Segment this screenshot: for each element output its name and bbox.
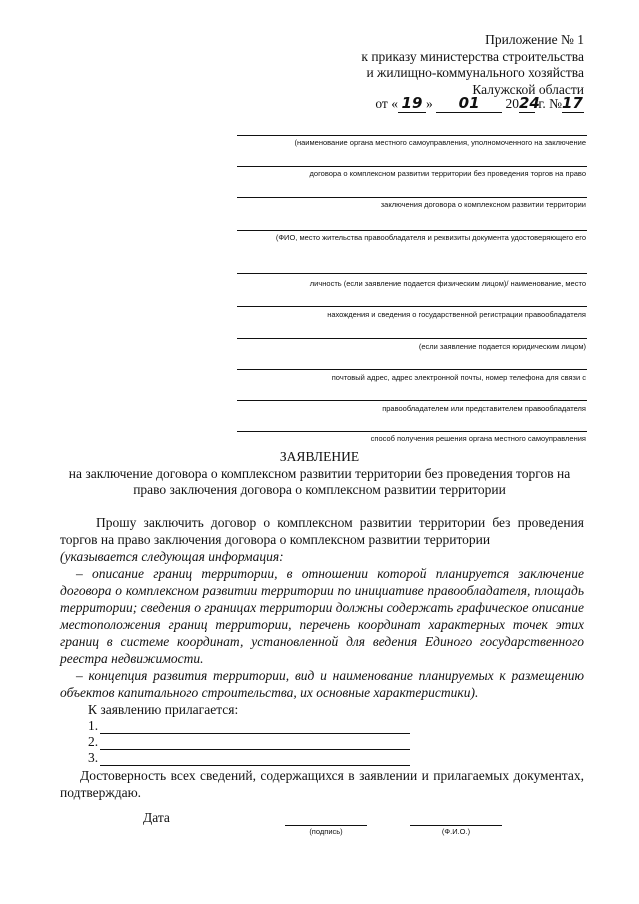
- field-caption: личность (если заявление подается физическим лицом)/ наименование, место: [309, 279, 586, 288]
- request-paragraph: [60, 514, 584, 701]
- field-caption: почтовый адрес, адрес электронной почты, номер телефона для связи с: [331, 373, 586, 382]
- order-number: 17: [562, 94, 583, 112]
- appendix-header: [324, 32, 584, 98]
- attachment-number: 1.: [88, 718, 99, 733]
- year-suffix: г. №: [538, 96, 562, 111]
- fill-line[interactable]: [237, 369, 587, 370]
- appendix-line: к приказу министерства строительства: [361, 48, 584, 64]
- date-prefix: от: [375, 96, 388, 111]
- field-caption: заключения договора о комплексном развитии территории: [380, 200, 586, 209]
- attachment-row[interactable]: [88, 750, 410, 766]
- fill-line[interactable]: [237, 230, 587, 231]
- fio-line[interactable]: [410, 825, 502, 826]
- appendix-line: и жилищно-коммунального хозяйства: [366, 65, 584, 80]
- attachment-row[interactable]: [88, 718, 410, 734]
- fill-line[interactable]: [237, 306, 587, 307]
- attachment-row[interactable]: [88, 734, 410, 750]
- field-caption: способ получения решения органа местного самоуправления: [370, 434, 586, 443]
- field-caption: нахождения и сведения о государственной регистрации правообладателя: [327, 310, 586, 319]
- field-caption: (ФИО, место жительства правообладателя и реквизиты документа удостоверяющего его: [275, 233, 586, 242]
- attachment-number: 3.: [88, 750, 99, 765]
- fill-line[interactable]: [237, 400, 587, 401]
- confirmation-text: Достоверность всех сведений, содержащихся в заявлении и прилагаемых документах, подтверждаю.: [60, 768, 584, 800]
- field-caption: правообладателем или представителем правообладателя: [382, 404, 586, 413]
- fill-line[interactable]: [237, 273, 587, 274]
- year-prefix: 20: [505, 96, 519, 111]
- request-info-label: (указывается следующая информация:: [60, 549, 284, 564]
- fio-caption: (Ф.И.О.): [441, 827, 471, 836]
- signature-line[interactable]: [285, 825, 367, 826]
- fill-line[interactable]: [237, 431, 587, 432]
- field-caption: (если заявление подается юридическим лицом): [418, 342, 586, 351]
- request-text: Прошу заключить договор о комплексном развитии территории без проведения торгов на право заключения договора о комплексном развитии территории: [60, 515, 584, 547]
- fill-line[interactable]: [237, 197, 587, 198]
- day-open-quote: «: [391, 96, 398, 111]
- order-date-line: [375, 94, 584, 113]
- date-label: Дата: [143, 810, 170, 825]
- attachment-line[interactable]: [100, 753, 410, 766]
- appendix-line: Приложение № 1: [485, 32, 584, 47]
- attachment-number: 2.: [88, 734, 99, 749]
- signature-caption: (подпись): [309, 827, 343, 836]
- attachments-header: К заявлению прилагается:: [88, 702, 239, 717]
- info-item: – описание границ территории, в отношении которой планируется заключение договора о комплексном развитии территории по инициативе правообладателя, площадь территории; сведения о границах территории должны содержать графическое описание местоположения границ территории, перечень координат характерных точек этих границ в системе координат, установленной для ведения Единого государственного реестра недвижимости.: [60, 566, 584, 666]
- attachment-line[interactable]: [100, 721, 410, 734]
- document-subtitle-line: право заключения договора о комплексном развитии территории: [133, 482, 506, 497]
- fill-line[interactable]: [237, 166, 587, 167]
- document-subtitle-line: на заключение договора о комплексном развитии территории без проведения торгов на: [68, 466, 571, 481]
- order-year: 24: [518, 94, 540, 112]
- document-title: ЗАЯВЛЕНИЕ: [279, 449, 360, 464]
- day-close-quote: »: [425, 96, 433, 111]
- order-month: 01: [436, 94, 502, 113]
- attachment-line[interactable]: [100, 737, 410, 750]
- field-caption: (наименование органа местного самоуправления, уполномоченного на заключение: [294, 138, 586, 147]
- field-caption: договора о комплексном развитии территории без проведения торгов на право: [309, 169, 586, 178]
- appendix-line: Калужской области: [472, 81, 584, 97]
- fill-line[interactable]: [237, 338, 587, 339]
- fill-line[interactable]: [237, 135, 587, 136]
- order-day: 19: [398, 94, 426, 113]
- info-item: – концепция развития территории, вид и наименование планируемых к размещению объектов капитального строительства, их основные характеристики).: [60, 668, 584, 700]
